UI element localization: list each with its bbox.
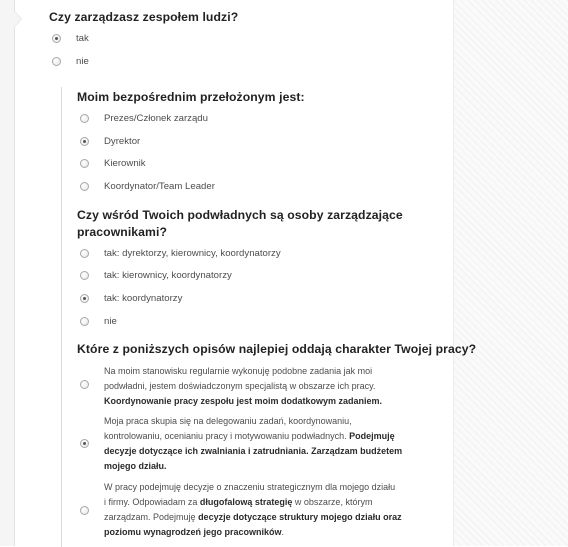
section-pointer-inner [14, 11, 21, 27]
nested-questions-indent-line [61, 87, 62, 547]
radio-nie-podwladni[interactable] [80, 317, 89, 326]
desc2-line2-plain: kontrolowaniu, ocenianiu pracy i motywowaniu podwładnych. [104, 431, 347, 441]
question-job-character: Które z poniższych opisów najlepiej oddają charakter Twojej pracy? [77, 342, 477, 356]
option-label-prezes[interactable]: Prezes/Członek zarządu [104, 113, 208, 124]
desc1-line2: podwładni, jestem doświadczonym specjalistą w obszarze ich pracy. [104, 381, 376, 391]
radio-opis-2[interactable] [80, 439, 89, 448]
right-hatched-panel [453, 0, 568, 546]
desc3-line3-plain: zarządzam. Podejmuję [104, 512, 196, 522]
radio-koordynator[interactable] [80, 182, 89, 191]
desc1-line3-bold: Koordynowanie pracy zespołu jest moim dodatkowym zadaniem. [104, 396, 383, 406]
option-label-nie-podwladni[interactable]: nie [104, 316, 117, 327]
desc2-line2-bold: Podejmuję [349, 431, 395, 441]
desc3-line2-plain-b: w obszarze, którym [294, 497, 373, 507]
radio-tak-kierownicy[interactable] [80, 271, 89, 280]
option-label-kierownik[interactable]: Kierownik [104, 158, 146, 169]
question-manage-team: Czy zarządzasz zespołem ludzi? [49, 10, 239, 24]
option-label-tak-dyrektorzy[interactable]: tak: dyrektorzy, kierownicy, koordynatorzy [104, 248, 281, 259]
option-description-1[interactable] [104, 364, 414, 409]
desc3-line2-bold: długofalową strategię [199, 497, 293, 507]
desc3-line4-plain: . [281, 527, 285, 537]
desc2-line4-bold: mojego działu. [104, 461, 167, 471]
option-label-tak-koordynatorzy[interactable]: tak: koordynatorzy [104, 293, 183, 304]
option-label-tak-kierownicy[interactable]: tak: kierownicy, koordynatorzy [104, 270, 232, 281]
radio-tak-dyrektorzy[interactable] [80, 249, 89, 258]
radio-tak-koordynatorzy[interactable] [80, 294, 89, 303]
radio-kierownik[interactable] [80, 159, 89, 168]
left-panel-edge [0, 0, 15, 546]
radio-nie[interactable] [52, 57, 61, 66]
radio-prezes[interactable] [80, 114, 89, 123]
desc3-line4-bold: poziomu wynagrodzeń jego pracowników [104, 527, 282, 537]
question-direct-supervisor: Moim bezpośrednim przełożonym jest: [77, 90, 305, 104]
question-line-2: pracownikami? [77, 225, 168, 239]
question-line-1: Czy wśród Twoich podwładnych są osoby zarządzające [77, 208, 403, 222]
desc3-line2-plain-a: i firmy. Odpowiadam za [104, 497, 198, 507]
desc2-line3-bold: decyzje dotyczące ich zwalniania i zatrudniania. Zarządzam budżetem [104, 446, 403, 456]
radio-opis-1[interactable] [80, 380, 89, 389]
desc3-line3-bold: decyzje dotyczące struktury mojego działu oraz [198, 512, 402, 522]
option-label-dyrektor[interactable]: Dyrektor [104, 136, 141, 147]
option-label-nie[interactable]: nie [76, 56, 89, 67]
desc3-line1: W pracy podejmuję decyzje o znaczeniu strategicznym dla mojego działu [104, 482, 396, 492]
question-subordinate-managers [77, 207, 403, 241]
option-label-tak[interactable]: tak [76, 33, 89, 44]
desc2-line1: Moja praca skupia się na delegowaniu zadań, koordynowaniu, [104, 416, 352, 426]
radio-dyrektor[interactable] [80, 137, 89, 146]
radio-opis-3[interactable] [80, 506, 89, 515]
option-label-koordynator[interactable]: Koordynator/Team Leader [104, 181, 215, 192]
option-description-3[interactable] [104, 480, 414, 540]
option-description-2[interactable] [104, 414, 414, 474]
desc1-line1: Na moim stanowisku regularnie wykonuję podobne zadania jak moi [104, 366, 373, 376]
radio-tak[interactable] [52, 34, 61, 43]
